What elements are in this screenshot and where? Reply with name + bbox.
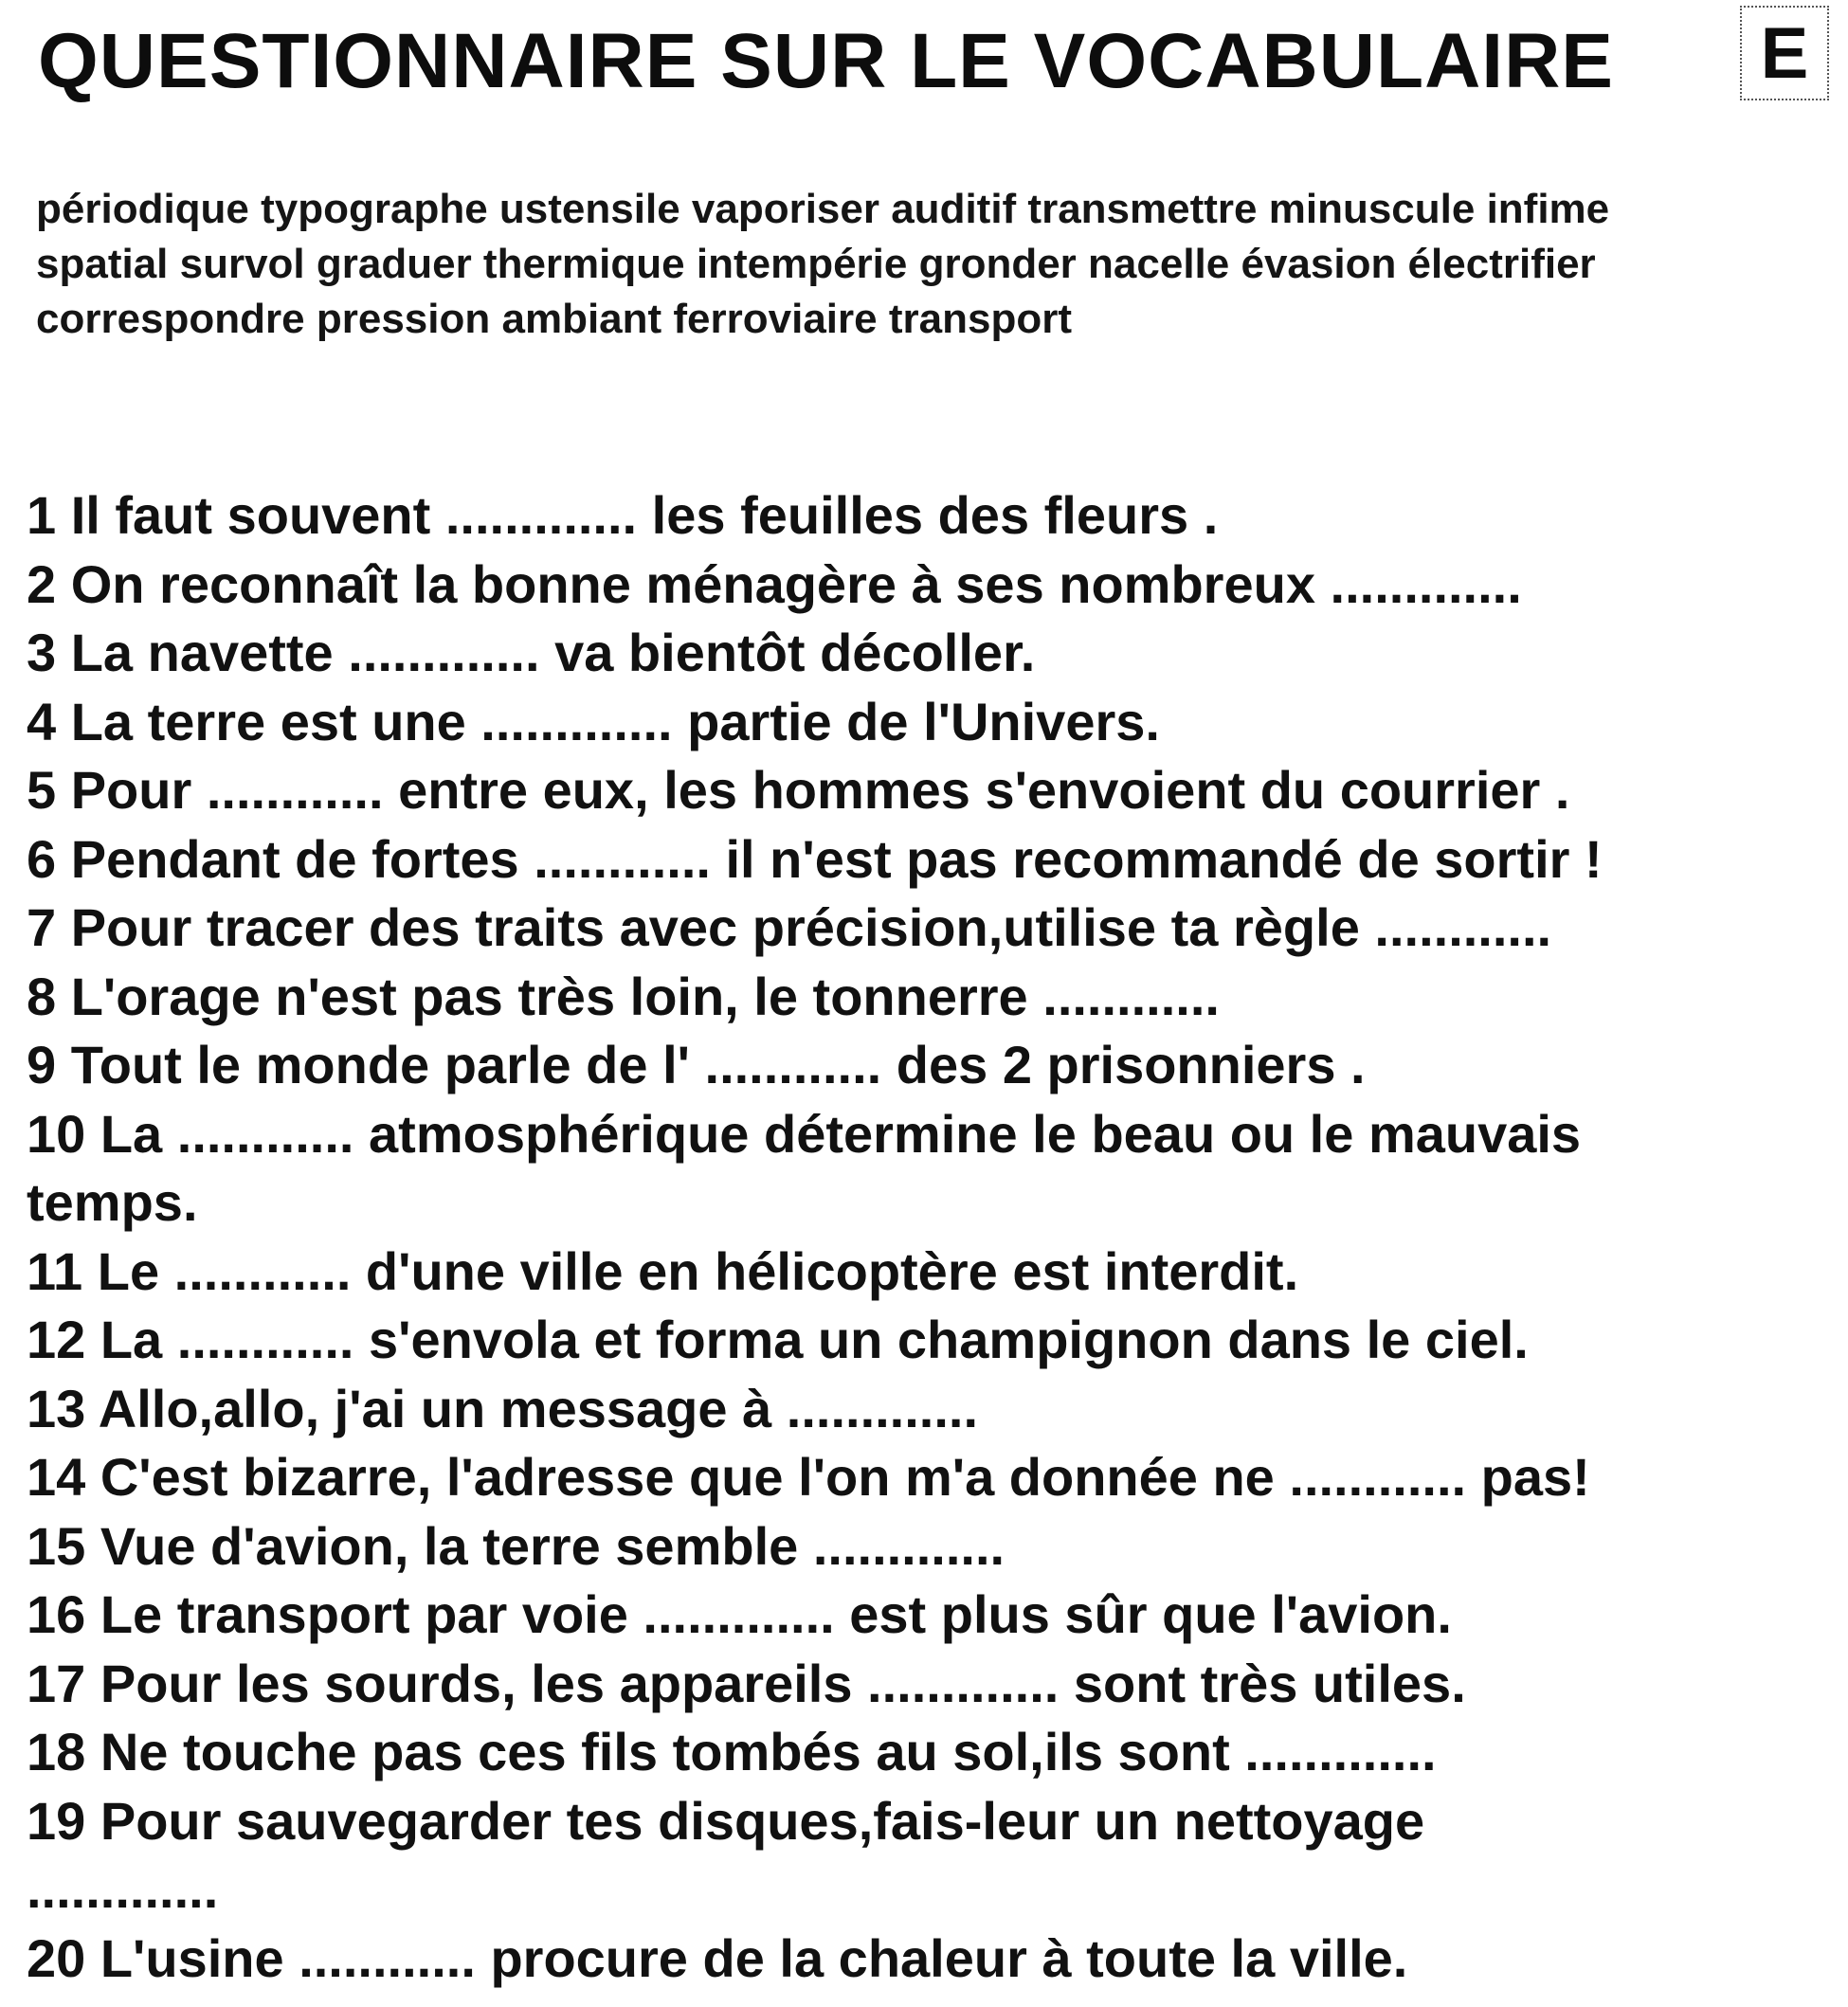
question-9: 9 Tout le monde parle de l' ............ des 2 prisonniers . [27, 1035, 1366, 1094]
question-1: 1 Il faut souvent ............. les feuilles des fleurs . [27, 485, 1219, 545]
question-20: 20 L'usine ............ procure de la chaleur à toute la ville. [27, 1927, 1408, 1988]
word-bank-line: correspondre pression ambiant ferroviaire transport [36, 296, 1072, 342]
question-5: 5 Pour ............ entre eux, les hommes s'envoient du courrier . [27, 760, 1570, 820]
question-17: 17 Pour les sourds, les appareils ............. sont très utiles. [27, 1653, 1466, 1713]
question-7: 7 Pour tracer des traits avec précision,utilise ta règle ............ [27, 897, 1552, 957]
question-13: 13 Allo,allo, j'ai un message à ............. [27, 1378, 979, 1438]
question-4: 4 La terre est une ............. partie de l'Univers. [27, 691, 1160, 751]
question-14: 14 C'est bizarre, l'adresse que l'on m'a donnée ne ............ pas! [27, 1447, 1590, 1507]
question-19: 19 Pour sauvegarder tes disques,fais-leur un nettoyage [27, 1790, 1425, 1851]
question-list [27, 481, 1827, 1993]
word-bank-line: spatial survol graduer thermique intempérie gronder nacelle évasion électrifier [36, 241, 1596, 287]
question-12: 12 La ............ s'envola et forma un champignon dans le ciel. [27, 1310, 1529, 1369]
question-16: 16 Le transport par voie ............. est plus sûr que l'avion. [27, 1584, 1452, 1644]
word-bank [36, 182, 1818, 347]
page-title: QUESTIONNAIRE SUR LE VOCABULAIRE [38, 18, 1614, 104]
question-11: 11 Le ............ d'une ville en hélicoptère est interdit. [27, 1240, 1299, 1301]
question-10-continued: temps. [27, 1172, 198, 1232]
question-2: 2 On reconnaît la bonne ménagère à ses nombreux ............. [27, 553, 1522, 614]
question-8: 8 L'orage n'est pas très loin, le tonnerre ............ [27, 966, 1220, 1026]
question-19-continued: ............. [27, 1859, 219, 1919]
question-10: 10 La ............ atmosphérique détermine le beau ou le mauvais [27, 1103, 1582, 1164]
question-6: 6 Pendant de fortes ............ il n'est pas recommandé de sortir ! [27, 828, 1603, 889]
word-bank-line: périodique typographe ustensile vaporiser auditif transmettre minuscule infime [36, 186, 1610, 232]
question-18: 18 Ne touche pas ces fils tombés au sol,ils sont ............. [27, 1722, 1437, 1781]
question-15: 15 Vue d'avion, la terre semble ............. [27, 1515, 1006, 1576]
level-badge: E [1740, 6, 1829, 100]
question-3: 3 La navette ............. va bientôt décoller. [27, 623, 1036, 682]
